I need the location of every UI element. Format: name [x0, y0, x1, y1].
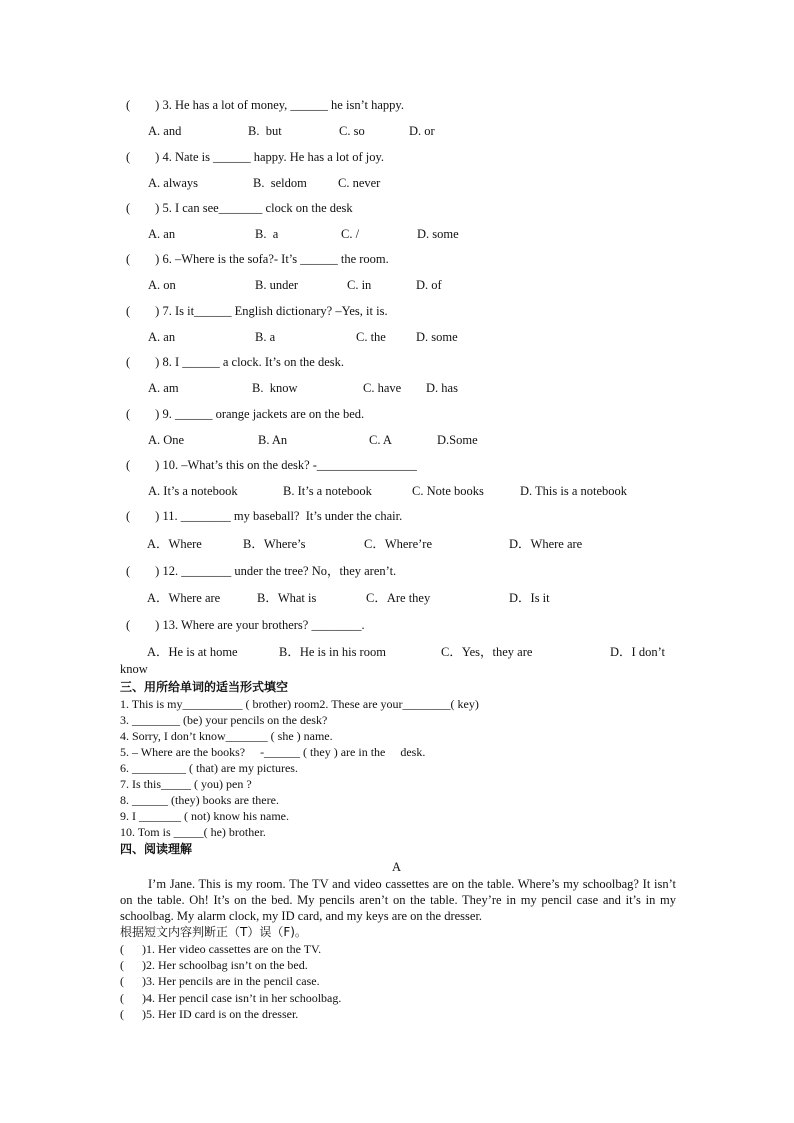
- question-10: ( ) 10. –What’s this on the desk? -________________: [126, 458, 417, 472]
- option-a: A．Where: [147, 537, 202, 551]
- option-a: A. am: [148, 381, 179, 395]
- option-a: A. an: [148, 330, 176, 344]
- fill-item: 6. _________ ( that) are my pictures.: [120, 761, 298, 775]
- option-c: C. the: [356, 330, 386, 344]
- question-12: ( ) 12. ________ under the tree? No，they aren’t.: [126, 564, 397, 578]
- option-d: D．Is it: [509, 591, 550, 605]
- fill-item: 7. Is this_____ ( you) pen ?: [120, 777, 252, 791]
- option-c: C. Note books: [412, 484, 484, 498]
- option-d-wrap: know: [120, 662, 148, 676]
- option-b: B. a: [255, 330, 276, 344]
- option-b: B. under: [255, 278, 299, 292]
- option-c: C. never: [338, 176, 381, 190]
- reading-passage: I’m Jane. This is my room. The TV and video cassettes are on the table. Where’s my schoolbag? It isn’t on the table. Oh! It’s on the bed. My pencils aren’t on the table. They’re in my pencil case and it’s in my schoolbag. My alarm clock, my ID card, and my keys are on the dresser.: [120, 877, 676, 923]
- option-c: C. A: [369, 433, 392, 447]
- question-6: ( ) 6. –Where is the sofa?- It’s ______ the room.: [126, 252, 389, 266]
- fill-item: 1. This is my__________ ( brother) room2. These are your________( key): [120, 697, 479, 711]
- option-a: A．He is at home: [147, 645, 238, 659]
- option-a: A. on: [148, 278, 176, 292]
- tf-instruction: 根据短文内容判断正（T）误（F)。: [120, 925, 307, 939]
- option-b: B．Where’s: [243, 537, 306, 551]
- fill-item: 5. – Where are the books? -______ ( they ) are in the desk.: [120, 745, 426, 759]
- option-d: D．I don’t: [610, 645, 665, 659]
- option-d: D. This is a notebook: [520, 484, 628, 498]
- question-11: ( ) 11. ________ my baseball? It’s under the chair.: [126, 509, 403, 523]
- option-d: D. of: [416, 278, 442, 292]
- option-a: A. It’s a notebook: [148, 484, 238, 498]
- option-d: D. some: [417, 227, 459, 241]
- question-4: ( ) 4. Nate is ______ happy. He has a lot of joy.: [126, 150, 385, 164]
- option-d: D. some: [416, 330, 458, 344]
- option-c: C．Yes，they are: [441, 645, 533, 659]
- option-b: B. a: [255, 227, 279, 241]
- option-a: A. One: [148, 433, 185, 447]
- fill-item: 8. ______ (they) books are there.: [120, 793, 279, 807]
- option-b: B．What is: [257, 591, 317, 605]
- section-3-heading: 三、用所给单词的适当形式填空: [120, 680, 289, 694]
- tf-item: ( )3. Her pencils are in the pencil case.: [120, 974, 320, 988]
- option-b: B. but: [248, 124, 282, 138]
- fill-item: 10. Tom is _____( he) brother.: [120, 825, 266, 839]
- option-c: C. so: [339, 124, 365, 138]
- section-4-heading: 四、阅读理解: [120, 842, 193, 856]
- question-9: ( ) 9. ______ orange jackets are on the bed.: [126, 407, 365, 421]
- option-c: C．Are they: [366, 591, 431, 605]
- option-a: A. always: [148, 176, 198, 190]
- tf-item: ( )2. Her schoolbag isn’t on the bed.: [120, 958, 308, 972]
- option-b: B. know: [252, 381, 298, 395]
- fill-item: 4. Sorry, I don’t know_______ ( she ) name.: [120, 729, 333, 743]
- tf-item: ( )5. Her ID card is on the dresser.: [120, 1007, 299, 1021]
- option-c: C. in: [347, 278, 372, 292]
- option-d: D.Some: [437, 433, 478, 447]
- option-d: D．Where are: [509, 537, 583, 551]
- fill-item: 9. I _______ ( not) know his name.: [120, 809, 289, 823]
- option-d: D. has: [426, 381, 458, 395]
- question-5: ( ) 5. I can see_______ clock on the desk: [126, 201, 353, 215]
- option-b: B．He is in his room: [279, 645, 386, 659]
- passage-title: A: [392, 860, 402, 874]
- option-b: B. An: [258, 433, 288, 447]
- tf-item: ( )4. Her pencil case isn’t in her schoolbag.: [120, 991, 342, 1005]
- option-c: C．Where’re: [364, 537, 433, 551]
- fill-item: 3. ________ (be) your pencils on the desk?: [120, 713, 328, 727]
- option-c: C. /: [341, 227, 360, 241]
- question-8: ( ) 8. I ______ a clock. It’s on the desk.: [126, 355, 345, 369]
- option-a: A. and: [148, 124, 182, 138]
- option-b: B. It’s a notebook: [283, 484, 372, 498]
- option-a: A. an: [148, 227, 176, 241]
- option-b: B. seldom: [253, 176, 307, 190]
- question-13: ( ) 13. Where are your brothers? ________.: [126, 618, 365, 632]
- question-3: ( ) 3. He has a lot of money, ______ he isn’t happy.: [126, 98, 404, 112]
- option-a: A．Where are: [147, 591, 221, 605]
- question-7: ( ) 7. Is it______ English dictionary? –Yes, it is.: [126, 304, 388, 318]
- option-c: C. have: [363, 381, 402, 395]
- tf-item: ( )1. Her video cassettes are on the TV.: [120, 942, 322, 956]
- option-d: D. or: [409, 124, 435, 138]
